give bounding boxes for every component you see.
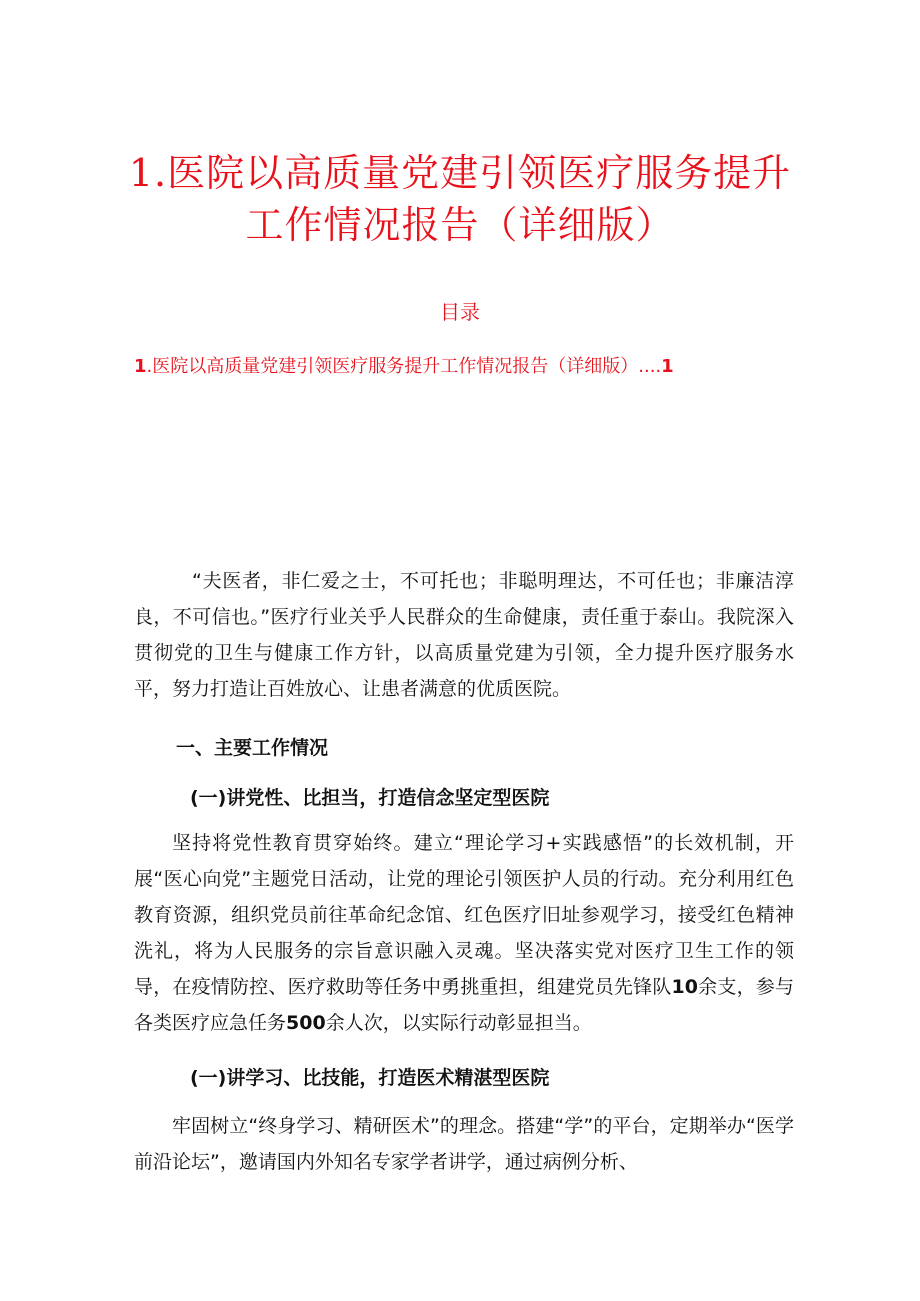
subsection-heading-1: (一)讲党性、比担当，打造信念坚定型医院 [190,787,550,809]
subsection-1-number-a: 10 [671,976,698,998]
section-heading-1: 一、主要工作情况 [176,737,329,759]
intro-paragraph: “夫医者，非仁爱之士，不可托也；非聪明理达，不可任也；非廉洁淳良，不可信也。”医疗行业关乎人民群众的生命健康，责任重于泰山。我院深入贯彻党的卫生与健康工作方针，以高质量党建为引领，全力提升医疗服务水平，努力打造让百姓放心、让患者满意的优质医院。 [134,570,794,700]
document-title-line-2: 工作情况报告（详细版） [245,203,675,248]
subsection-1-text-a: 坚持将党性教育贯穿始终。建立“理论学习+实践感悟”的长效机制，开展“医心向党”主题党日活动，让党的理论引领医护人员的行动。充分利用红色教育资源，组织党员前往革命纪念馆、红色医疗旧址参观学习，接受红色精神洗礼，将为人民服务的宗旨意识融入灵魂。坚决落实党对医疗卫生工作的领导，在疫情防控、医疗救助等任务中勇挑重担，组建党员先锋队 [134,832,794,998]
subsection-heading-2: (一)讲学习、比技能，打造医术精湛型医院 [190,1067,550,1089]
subsection-2-paragraph: 牢固树立“终身学习、精研医术”的理念。搭建“学”的平台，定期举办“医学前沿论坛”，邀请国内外知名专家学者讲学，通过病例分析、 [134,1115,794,1173]
subsection-1-number-b: 500 [286,1012,326,1034]
toc-entry-page: 1 [661,356,674,377]
document-title-line-1: 1.医院以高质量党建引领医疗服务提升 [128,151,792,196]
toc-entry-number: 1 [134,356,147,377]
subsection-1-text-c: 余人次，以实际行动彰显担当。 [325,1012,592,1034]
toc-entry-text: .医院以高质量党建引领医疗服务提升工作情况报告（详细版）.... [146,356,662,377]
toc-heading: 目录 [440,300,480,324]
subsection-1-text-b: 余支，参与各类医疗应急任务 [134,976,794,1034]
document-title [110,147,810,251]
toc-entry[interactable] [134,354,834,380]
subsection-1-paragraph [134,825,794,1041]
